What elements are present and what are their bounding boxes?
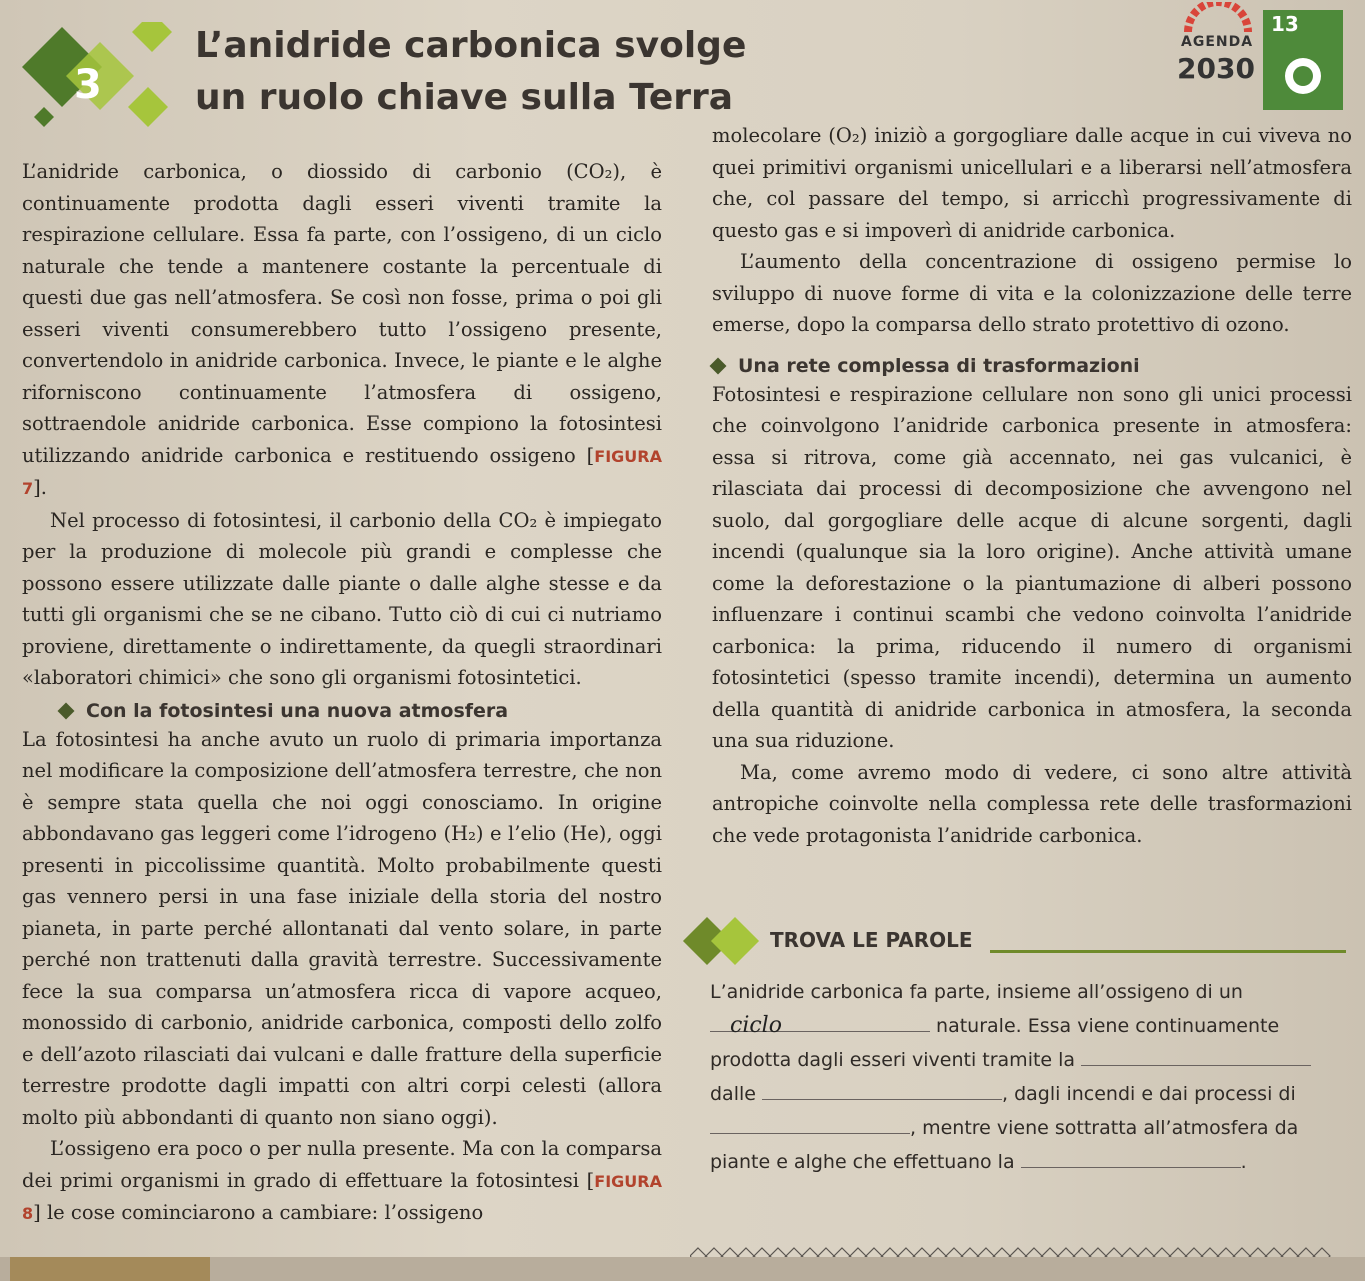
exercise-line: dalle , dagli incendi e dai processi di xyxy=(710,1077,1350,1111)
paragraph: L’anidride carbonica, o diossido di carbonio (CO₂), è continuamente prodotta dagli esseri viventi tramite la respirazione cellulare. Essa fa parte, con l’ossigeno, di un ciclo naturale che tende a mantenere costante la percentuale di questi due gas nell’atmosfera. Se così non fosse, prima o poi gli esseri viventi consumerebbero tutto l’ossigeno presente, convertendolo in anidride carbonica. Invece, le piante e le alghe riforniscono continuamente l’atmosfera di ossigeno, sottraendole anidride carbonica. Esse compiono la fotosintesi utilizzando anidride carbonica e restituendo ossigeno [FIGURA 7]. xyxy=(22,160,662,499)
diamond-icon xyxy=(711,917,759,965)
subheading-rete: Una rete complessa di trasformazioni xyxy=(712,355,1352,377)
exercise-line: piante e alghe che effettuano la . xyxy=(710,1145,1350,1179)
agenda-wheel-icon xyxy=(1183,2,1253,32)
handwritten-answer: ciclo xyxy=(730,1013,782,1038)
paragraph: molecolare (O₂) iniziò a gorgogliare dalle acque in cui viveva no quei primitivi organismi unicellulari e a liberarsi nell’atmosfera che, col passare del tempo, si arricchì progressivamente di questo gas e si impoverì di anidride carbonica. xyxy=(712,124,1352,242)
exercise-title: TROVA LE PAROLE xyxy=(770,928,973,952)
figure-7-reference: FIGURA 7 xyxy=(22,446,662,498)
figure-8-reference: FIGURA 8 xyxy=(22,1171,662,1223)
title-line-2: un ruolo chiave sulla Terra xyxy=(195,77,734,118)
globe-icon xyxy=(1285,58,1321,94)
paragraph: La fotosintesi ha anche avuto un ruolo di primaria importanza nel modificare la composizione dell’atmosfera terrestre, che non è sempre stata quella che noi oggi conosciamo. In origine abbondavano gas leggeri come l’idrogeno (H₂) e l’elio (He), oggi presenti in piccolissime quantità. Molto probabilmente questi gas vennero persi in una fase iniziale della storia del nostro pianeta, in parte perché allontanati dal vento solare, in parte perché non trattenuti dalla gravità terrestre. Successivamente fece la sua comparsa un’atmosfera ricca di vapore acqueo, monossido di carbonio, anidride carbonica, composti dello zolfo e dell’azoto rilasciati dai vulcani e dalle fratture della superficie terrestre prodotte dagli impatti con altri corpi celesti (allora molto più abbondanti di quanto non siano oggi). xyxy=(22,727,662,1129)
section-badge xyxy=(22,22,132,132)
divider xyxy=(990,950,1346,953)
exercise-line: L’anidride carbonica fa parte, insieme all’ossigeno di un xyxy=(710,981,1243,1003)
paragraph: Fotosintesi e respirazione cellulare non sono gli unici processi che coinvolgono l’anidride carbonica presente in atmosfera: essa si ritrova, come già accennato, nei gas vulcanici, è rilasciata dai processi di decomposizione che avvengono nel suolo, dal gorgogliare delle acque di alcune sorgenti, dagli incendi (qualunque sia la loro origine). Anche attività umane come la deforestazione o la piantumazione di alberi possono influenzare i continui scambi che vedono coinvolta l’anidride carbonica: la prima, riducendo il numero di organismi fotosintetici (spesso tramite incendi), determina un aumento della quantità di anidride carbonica in atmosfera, la seconda una sua riduzione. xyxy=(712,382,1352,752)
exercise-line: , mentre viene sottratta all’atmosfera da xyxy=(710,1111,1350,1145)
section-number: 3 xyxy=(74,62,102,108)
diamond-bullet-icon xyxy=(58,702,75,719)
agenda-year: 2030 xyxy=(1177,52,1255,85)
paragraph: L’aumento della concentrazione di ossigeno permise lo sviluppo di nuove forme di vita e la colonizzazione delle terre emerse, dopo la comparsa dello strato protettivo di ozono. xyxy=(712,250,1352,336)
paragraph: L’ossigeno era poco o per nulla presente. Ma con la comparsa dei primi organismi in grado di effettuare la fotosintesi [FIGURA 8] le cose cominciarono a cambiare: l’ossigeno xyxy=(22,1137,662,1224)
page-title xyxy=(195,20,746,124)
answer-blank-2[interactable] xyxy=(1081,1043,1311,1066)
answer-blank-1[interactable] xyxy=(710,1009,930,1038)
diamond-bullet-icon xyxy=(710,357,727,374)
sdg-13-badge xyxy=(1263,10,1343,110)
exercise-text xyxy=(710,975,1350,1179)
exercise-header xyxy=(690,918,1350,964)
left-column xyxy=(22,156,662,1230)
exercise-line: prodotta dagli esseri viventi tramite la xyxy=(710,1043,1350,1077)
subheading-fotosintesi: Con la fotosintesi una nuova atmosfera xyxy=(22,700,662,722)
sdg-number: 13 xyxy=(1271,12,1299,36)
agenda-2030-logo xyxy=(1175,10,1355,110)
right-column xyxy=(712,120,1352,851)
exercise-line: ciclo naturale. Essa viene continuamente xyxy=(710,1009,1350,1043)
paragraph: Ma, come avremo modo di vedere, ci sono altre attività antropiche coinvolte nella complessa rete delle trasformazioni che vede protagonista l’anidride carbonica. xyxy=(712,760,1352,847)
answer-blank-5[interactable] xyxy=(1021,1145,1241,1168)
paragraph: Nel processo di fotosintesi, il carbonio della CO₂ è impiegato per la produzione di molecole più grandi e complesse che possono essere utilizzate dalle piante o dalle alghe stesse e da tutti gli organismi che se ne cibano. Tutto ciò di cui ci nutriamo proviene, direttamente o indirettamente, da quegli straordinari «laboratori chimici» che sono gli organismi fotosintetici. xyxy=(22,508,662,689)
answer-blank-3[interactable] xyxy=(762,1077,1002,1100)
footer-accent xyxy=(10,1257,210,1281)
agenda-label: AGENDA xyxy=(1181,34,1254,50)
title-line-1: L’anidride carbonica svolge xyxy=(195,25,747,66)
answer-blank-4[interactable] xyxy=(710,1111,910,1134)
